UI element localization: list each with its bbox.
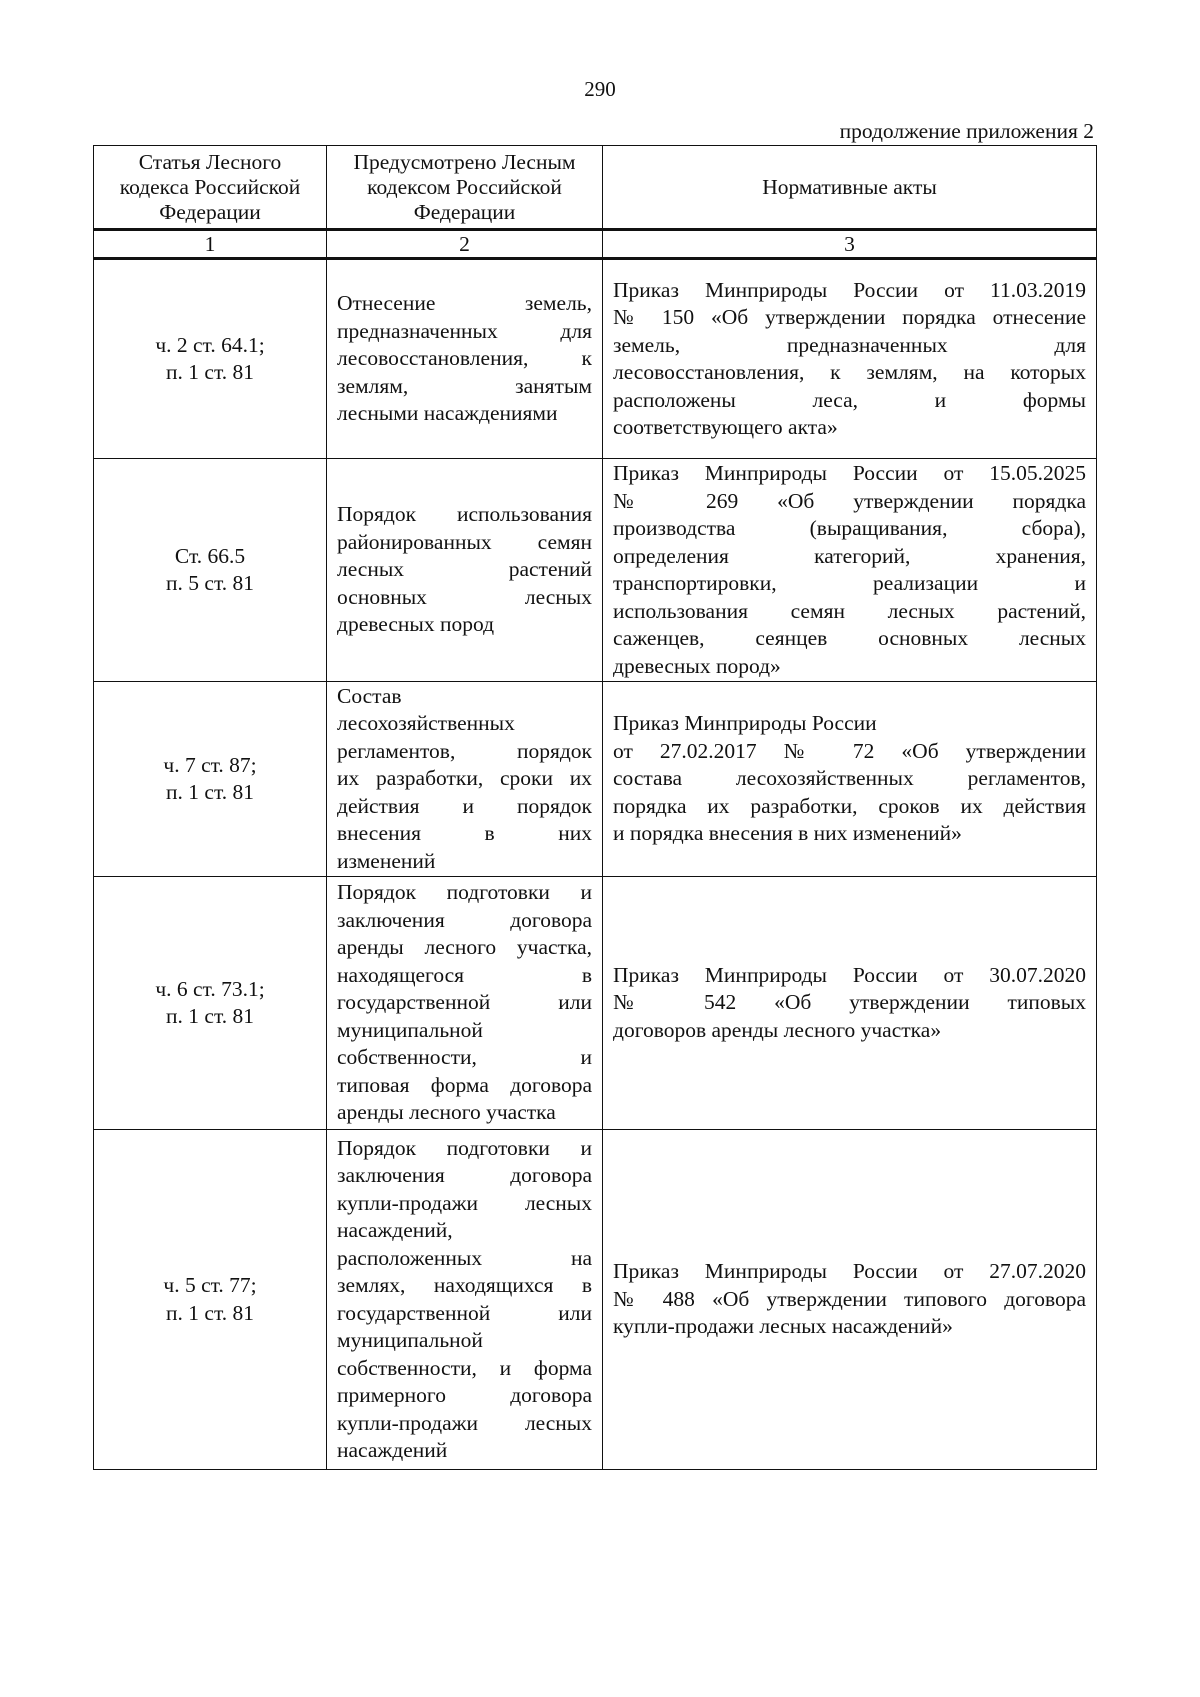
act-line: транспортировки, реализации и bbox=[613, 571, 1086, 595]
act-line: использования семян лесных растений, bbox=[613, 598, 1086, 623]
provision-line: районированных семян bbox=[337, 529, 592, 554]
article-line: ч. 2 ст. 64.1; bbox=[155, 332, 265, 357]
act-line: купли-продажи лесных насаждений» bbox=[613, 1314, 953, 1339]
provision-line: типовая форма договора bbox=[337, 1072, 592, 1097]
article-cell bbox=[94, 1130, 327, 1470]
act-line: № 150 «Об утверждении порядка отнесение bbox=[613, 305, 1086, 329]
act-cell bbox=[603, 259, 1097, 459]
table-row bbox=[94, 459, 1097, 682]
provision-line: регламентов, порядок bbox=[337, 738, 592, 763]
act-cell bbox=[603, 682, 1097, 877]
provision-cell bbox=[327, 1130, 603, 1470]
act-cell bbox=[603, 459, 1097, 682]
provision-line: лесными насаждениями bbox=[337, 401, 558, 426]
article-line: ч. 6 ст. 73.1; bbox=[155, 976, 265, 1001]
provision-line: находящегося в bbox=[337, 962, 592, 987]
provision-line: лесовосстановления, к bbox=[337, 346, 592, 371]
table-row bbox=[94, 1130, 1097, 1470]
column-number: 2 bbox=[327, 230, 603, 259]
provision-line: заключения договора bbox=[337, 907, 592, 932]
article-line: п. 1 ст. 81 bbox=[166, 1300, 254, 1325]
header-line: кодексом Российской bbox=[367, 174, 562, 199]
header-line: Предусмотрено Лесным bbox=[353, 149, 576, 174]
regulations-table bbox=[93, 145, 1097, 1470]
provision-line: древесных пород bbox=[337, 612, 495, 637]
act-line: № 542 «Об утверждении типовых bbox=[613, 990, 1086, 1015]
act-line: от 27.02.2017 № 72 «Об утверждении bbox=[613, 738, 1086, 763]
table-body bbox=[94, 259, 1097, 1470]
header-line: кодекса Российской bbox=[119, 174, 301, 199]
article-cell bbox=[94, 459, 327, 682]
table-row bbox=[94, 682, 1097, 877]
act-line: производства (выращивания, сбора), bbox=[613, 516, 1086, 540]
provision-line: Порядок подготовки и bbox=[337, 1135, 592, 1160]
act-line: состава лесохозяйственных регламентов, bbox=[613, 766, 1086, 791]
provision-line: насаждений bbox=[337, 1438, 448, 1462]
act-line: соответствующего акта» bbox=[613, 415, 838, 439]
article-line: п. 1 ст. 81 bbox=[166, 360, 254, 384]
act-line: лесовосстановления, к землям, на которых bbox=[613, 360, 1086, 384]
page-number: 290 bbox=[584, 77, 616, 101]
provision-line: действия и порядок bbox=[337, 793, 592, 818]
act-line: Приказ Минприроды России от 30.07.2020 bbox=[613, 962, 1086, 987]
provision-line: лесных растений bbox=[337, 557, 592, 582]
provision-line: внесения в них bbox=[337, 821, 592, 846]
provision-line: Порядок подготовки и bbox=[337, 880, 592, 905]
act-line: саженцев, сеянцев основных лесных bbox=[613, 626, 1086, 650]
header-article bbox=[94, 146, 327, 230]
header-acts bbox=[603, 146, 1097, 230]
provision-line: заключения договора bbox=[337, 1163, 592, 1187]
provision-cell bbox=[327, 459, 603, 682]
provision-line: муниципальной bbox=[337, 1017, 483, 1042]
continuation-note: продолжение приложения 2 bbox=[839, 119, 1094, 143]
table-row bbox=[94, 877, 1097, 1130]
provision-line: предназначенных для bbox=[337, 318, 592, 343]
article-line: п. 5 ст. 81 bbox=[166, 571, 254, 595]
provision-line: основных лесных bbox=[337, 584, 592, 609]
provision-cell bbox=[327, 682, 603, 877]
header-line: Нормативные акты bbox=[762, 174, 937, 199]
act-line: расположены леса, и формы bbox=[613, 387, 1086, 412]
article-line: п. 1 ст. 81 bbox=[166, 780, 254, 804]
provision-line: расположенных на bbox=[337, 1245, 592, 1270]
act-line: Приказ Минприроды России bbox=[613, 711, 877, 736]
act-line: № 488 «Об утверждении типового договора bbox=[613, 1286, 1086, 1311]
article-line: п. 1 ст. 81 bbox=[166, 1004, 254, 1028]
provision-line: Состав bbox=[337, 683, 402, 708]
column-number: 3 bbox=[603, 230, 1097, 259]
act-line: земель, предназначенных для bbox=[613, 332, 1086, 357]
provision-line: аренды лесного участка bbox=[337, 1100, 556, 1125]
provision-cell bbox=[327, 259, 603, 459]
article-cell bbox=[94, 682, 327, 877]
provision-line: государственной или bbox=[337, 1300, 592, 1325]
provision-line: Порядок использования bbox=[337, 502, 592, 527]
article-line: ч. 7 ст. 87; bbox=[163, 752, 257, 777]
provision-line: собственности, и форма bbox=[337, 1355, 592, 1380]
act-line: Приказ Минприроды России от 15.05.2025 bbox=[613, 461, 1086, 485]
act-line: порядка их разработки, сроков их действия bbox=[613, 793, 1086, 818]
provision-cell bbox=[327, 877, 603, 1130]
article-cell bbox=[94, 259, 327, 459]
act-line: № 269 «Об утверждении порядка bbox=[613, 488, 1086, 513]
act-line: определения категорий, хранения, bbox=[613, 543, 1086, 568]
header-line: Статья Лесного bbox=[138, 149, 282, 174]
provision-line: изменений bbox=[337, 848, 436, 873]
act-line: и порядка внесения в них изменений» bbox=[613, 821, 962, 846]
provision-line: аренды лесного участка, bbox=[337, 935, 592, 960]
act-line: договоров аренды лесного участка» bbox=[613, 1017, 942, 1042]
provision-line: насаждений, bbox=[337, 1218, 453, 1242]
provision-line: их разработки, сроки их bbox=[337, 766, 592, 791]
table-row bbox=[94, 259, 1097, 459]
provision-line: купли-продажи лесных bbox=[337, 1410, 592, 1435]
header-line: Федерации bbox=[159, 199, 261, 224]
article-cell bbox=[94, 877, 327, 1130]
provision-line: государственной или bbox=[337, 990, 592, 1015]
provision-line: землях, находящихся в bbox=[337, 1273, 592, 1297]
provision-line: Отнесение земель, bbox=[337, 291, 592, 316]
header-provision bbox=[327, 146, 603, 230]
provision-line: муниципальной bbox=[337, 1328, 483, 1352]
provision-line: купли-продажи лесных bbox=[337, 1190, 592, 1215]
provision-line: землям, занятым bbox=[337, 373, 592, 398]
column-number: 1 bbox=[94, 230, 327, 259]
act-cell bbox=[603, 877, 1097, 1130]
act-line: Приказ Минприроды России от 27.07.2020 bbox=[613, 1259, 1086, 1284]
provision-line: примерного договора bbox=[337, 1383, 592, 1407]
header-line: Федерации bbox=[413, 199, 516, 224]
article-line: Ст. 66.5 bbox=[174, 543, 246, 568]
provision-line: собственности, и bbox=[337, 1045, 592, 1070]
act-line: древесных пород» bbox=[613, 653, 781, 678]
article-line: ч. 5 ст. 77; bbox=[163, 1273, 257, 1297]
act-line: Приказ Минприроды России от 11.03.2019 bbox=[613, 277, 1086, 302]
act-cell bbox=[603, 1130, 1097, 1470]
provision-line: лесохозяйственных bbox=[337, 711, 515, 736]
